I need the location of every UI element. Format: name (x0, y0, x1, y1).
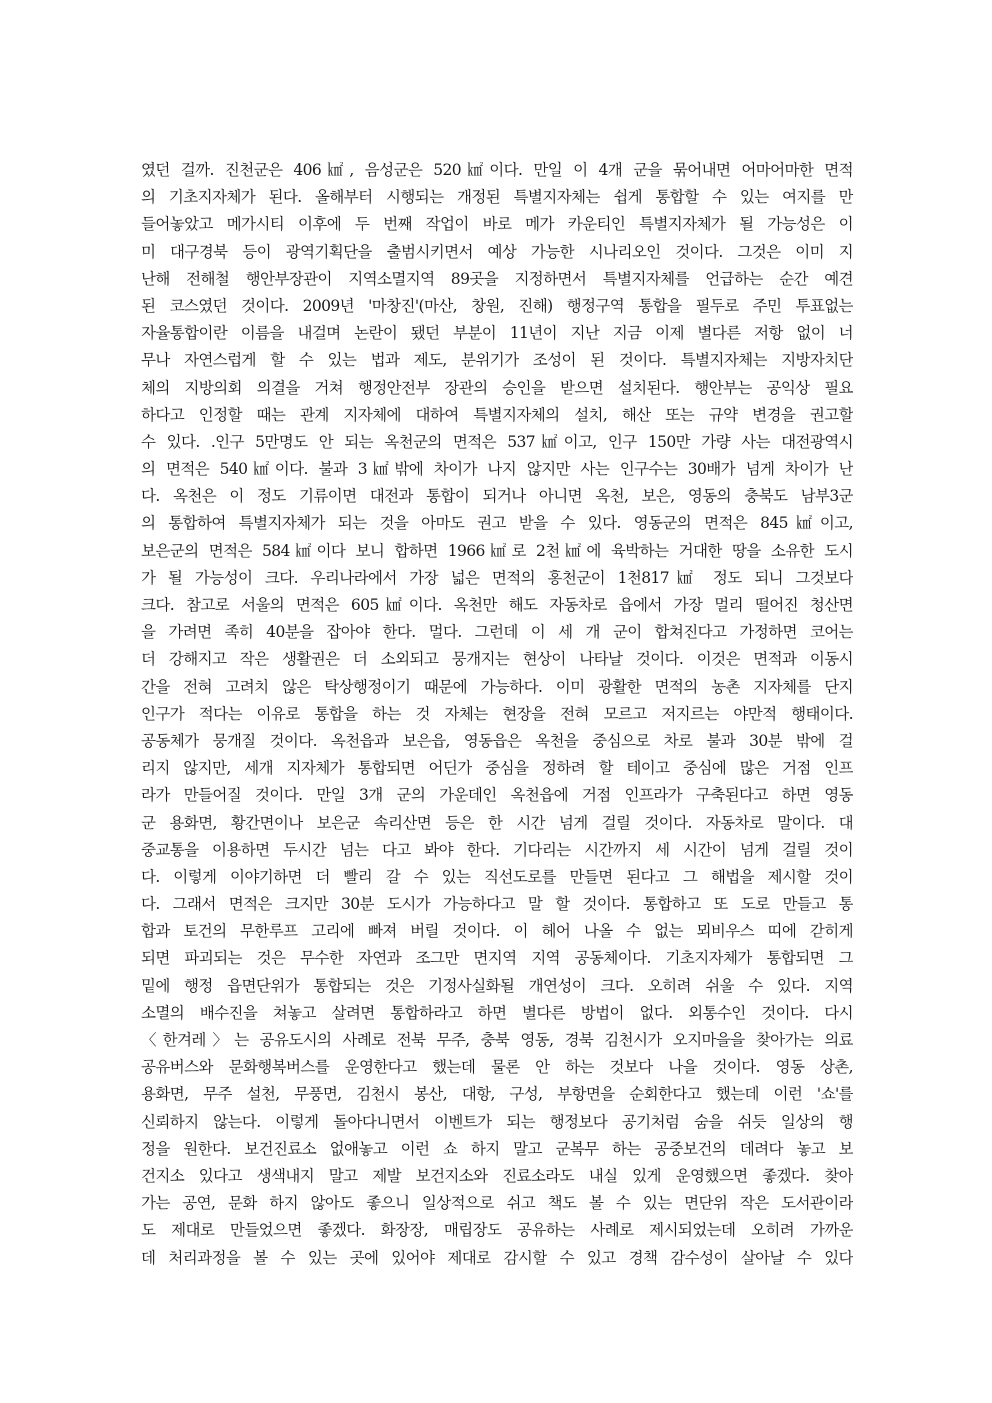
text-line: 무나 자연스럽게 할 수 있는 법과 제도, 분위기가 조성이 된 것이다. 특별지자체는 지방자치단 (141, 351, 853, 370)
text-line: 데 처리과정을 볼 수 있는 곳에 있어야 제대로 감시할 수 있고 경책 감수성이 살아날 수 있다 (141, 1248, 853, 1267)
text-line: 였던 걸까. 진천군은 406㎢, 음성군은 520㎢이다. 만일 이 4개 군을 묶어내면 어마어마한 면적 (141, 161, 853, 179)
text-line: 다. 이렇게 이야기하면 더 빨리 갈 수 있는 직선도로를 만들면 된다고 그 해법을 제시할 것이 (141, 867, 853, 886)
text-line: 크다. 참고로 서울의 면적은 605㎢이다. 옥천만 해도 자동차로 읍에서 가장 멀리 떨어진 청산면 (141, 596, 853, 614)
text-line: 군 용화면, 황간면이나 보은군 속리산면 등은 한 시간 넘게 걸릴 것이다. 자동차로 말이다. 대 (141, 813, 853, 832)
text-line: 미 대구경북 등이 광역기획단을 출범시키면서 예상 가능한 시나리오인 것이다. 그것은 이미 지 (141, 242, 853, 261)
text-line: 자율통합이란 이름을 내걸며 논란이 됐던 부분이 11년이 지난 지금 이제 별다른 저항 없이 너 (141, 324, 853, 343)
text-line: 간을 전혀 고려치 않은 탁상행정이기 때문에 가능하다. 이미 광활한 면적의 농촌 지자체를 단지 (141, 677, 853, 696)
text-line: 의 면적은 540㎢이다. 불과 3㎢밖에 차이가 나지 않지만 사는 인구수는 30배가 넘게 차이가 난 (141, 460, 853, 479)
text-line: 공유버스와 문화행복버스를 운영한다고 했는데 물론 안 하는 것보다 나을 것이다. 영동 상촌, (141, 1058, 853, 1077)
text-line: 소멸의 배수진을 쳐놓고 살려면 통합하라고 하면 별다른 방법이 없다. 외통수인 것이다. 다시 (141, 1003, 853, 1022)
text-line: 용화면, 무주 설천, 무풍면, 김천시 봉산, 대항, 구성, 부항면을 순회한다고 했는데 이런 '쇼'를 (141, 1085, 853, 1104)
text-line: 하다고 인정할 때는 관계 지자체에 대하여 특별지자체의 설치, 해산 또는 규약 변경을 권고할 (141, 405, 853, 424)
text-line: 〈한겨레〉는 공유도시의 사례로 전북 무주, 충북 영동, 경북 김천시가 오지마을을 찾아가는 의료 (141, 1031, 853, 1049)
text-line: 건지소 있다고 생색내지 말고 제발 보건지소와 진료소라도 내실 있게 운영했으면 좋겠다. 찾아 (141, 1166, 853, 1185)
text-line: 되면 파괴되는 것은 무수한 자연과 조그만 면지역 지역 공동체이다. 기초지자체가 통합되면 그 (141, 949, 853, 968)
text-line: 다. 옥천은 이 정도 기류이면 대전과 통합이 되거나 아니면 옥천, 보은, 영동의 충북도 남부3군 (141, 487, 853, 506)
text-line: 체의 지방의회 의결을 거쳐 행정안전부 장관의 승인을 받으면 설치된다. 행안부는 공익상 필요 (141, 378, 853, 397)
text-line: 의 기초지자체가 된다. 올해부터 시행되는 개정된 특별지자체는 쉽게 통합할 수 있는 여지를 만 (141, 188, 853, 207)
text-line: 합과 토건의 무한루프 고리에 빠져 버릴 것이다. 이 헤어 나올 수 없는 뫼비우스 띠에 갇히게 (141, 922, 853, 941)
text-line: 가 될 가능성이 크다. 우리나라에서 가장 넓은 면적의 홍천군이 1천817㎢ 정도 되니 그것보다 (141, 568, 853, 587)
text-line: 정을 원한다. 보건진료소 없애놓고 이런 쇼 하지 말고 군복무 하는 공중보건의 데려다 놓고 보 (141, 1139, 853, 1158)
text-line: 가는 공연, 문화 하지 않아도 좋으니 일상적으로 쉬고 책도 볼 수 있는 면단위 작은 도서관이라 (141, 1194, 853, 1213)
text-line: 의 통합하여 특별지자체가 되는 것을 아마도 권고 받을 수 있다. 영동군의 면적은 845㎢이고, (141, 514, 853, 533)
body-text (141, 157, 853, 1272)
text-line: 리지 않지만, 세개 지자체가 통합되면 어딘가 중심을 정하려 할 테이고 중심에 많은 거점 인프 (141, 759, 853, 778)
text-line: 난해 전해철 행안부장관이 지역소멸지역 89곳을 지정하면서 특별지자체를 언급하는 순간 예견 (141, 269, 853, 288)
text-line: 도 제대로 만들었으면 좋겠다. 화장장, 매립장도 공유하는 사례로 제시되었는데 오히려 가까운 (141, 1221, 853, 1240)
text-line: 수 있다. .인구 5만명도 안 되는 옥천군의 면적은 537㎢이고, 인구 150만 가량 사는 대전광역시 (141, 432, 853, 451)
text-line: 밑에 행정 읍면단위가 통합되는 것은 기정사실화될 개연성이 크다. 오히려 쉬울 수 있다. 지역 (141, 976, 853, 995)
text-line: 라가 만들어질 것이다. 만일 3개 군의 가운데인 옥천읍에 거점 인프라가 구축된다고 하면 영동 (141, 786, 853, 805)
text-line: 더 강해지고 작은 생활권은 더 소외되고 뭉개지는 현상이 나타날 것이다. 이것은 면적과 이동시 (141, 650, 853, 669)
text-line: 된 코스였던 것이다. 2009년 '마창진'(마산, 창원, 진해) 행정구역 통합을 필두로 주민 투표없는 (141, 296, 853, 315)
text-line: 다. 그래서 면적은 크지만 30분 도시가 가능하다고 말 할 것이다. 통합하고 또 도로 만들고 통 (141, 895, 853, 914)
text-line: 을 가려면 족히 40분을 잡아야 한다. 멀다. 그런데 이 세 개 군이 합쳐진다고 가정하면 코어는 (141, 623, 853, 642)
text-line: 인구가 적다는 이유로 통합을 하는 것 자체는 현장을 전혀 모르고 저지르는 야만적 행태이다. (141, 704, 853, 723)
text-line: 보은군의 면적은 584㎢이다 보니 합하면 1966㎢로 2천㎢에 육박하는 거대한 땅을 소유한 도시 (141, 541, 853, 560)
text-line: 중교통을 이용하면 두시간 넘는 다고 봐야 한다. 기다리는 시간까지 세 시간이 넘게 걸릴 것이 (141, 840, 853, 859)
text-line: 들어놓았고 메가시티 이후에 두 번째 작업이 바로 메가 카운티인 특별지자체가 될 가능성은 이 (141, 215, 853, 234)
text-line: 신뢰하지 않는다. 이렇게 돌아다니면서 이벤트가 되는 행정보다 공기처럼 숨을 쉬듯 일상의 행 (141, 1112, 853, 1131)
text-line: 공동체가 뭉개질 것이다. 옥천읍과 보은읍, 영동읍은 옥천을 중심으로 차로 불과 30분 밖에 걸 (141, 731, 853, 750)
